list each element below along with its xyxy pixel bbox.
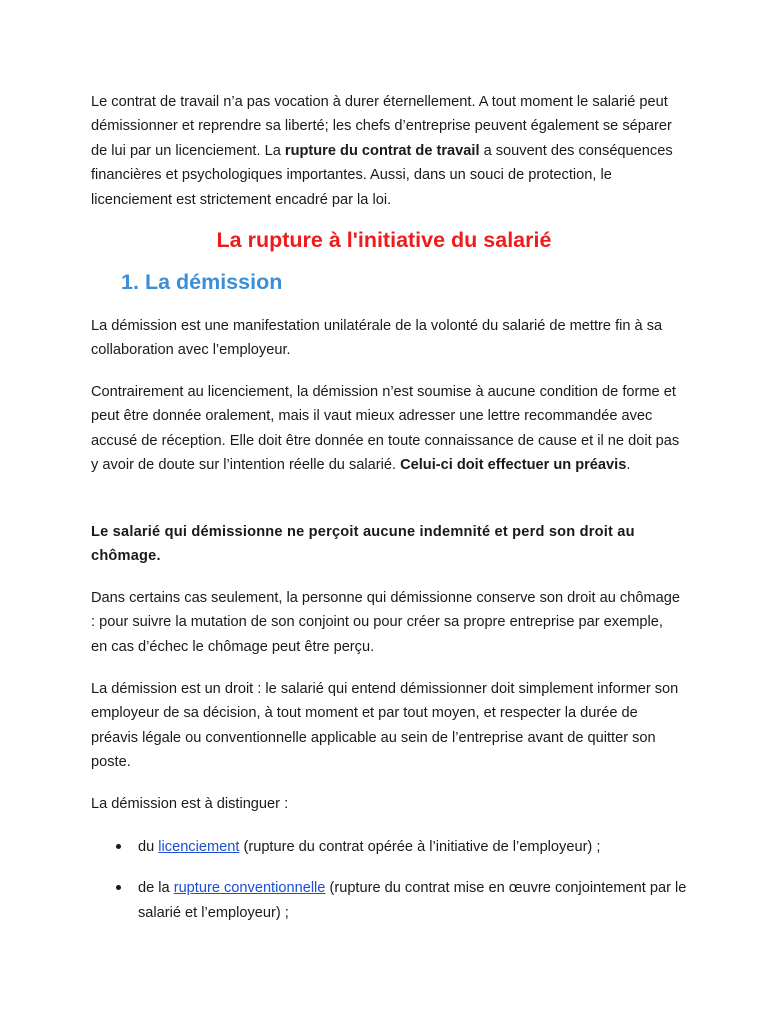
intro-text-2: a souvent des conséquences financières et psychologiques importantes. Aussi, dans un souci de protection, le licenciement est strictement encadré par la loi. bbox=[91, 142, 673, 208]
paragraph-form-text-2: . bbox=[626, 457, 631, 474]
bullet-icon bbox=[116, 844, 121, 849]
paragraph-form bbox=[91, 380, 681, 478]
paragraph-form-text-1: Contrairement au licenciement, la démission n’est soumise à aucune condition de forme et peut être donnée oralement, mais il vaut mieux adresser une lettre recommandée avec accusé de réception. Elle doit être donnée en toute connaissance de cause et il ne doit pas y avoir de doute sur l’intention réelle du salarié. bbox=[91, 384, 680, 474]
list-item-prefix: de la bbox=[138, 880, 174, 897]
licenciement-link[interactable]: licenciement bbox=[158, 839, 240, 855]
intro-text-1: Le contrat de travail n’a pas vocation à durer éternellement. A tout moment le salarié peut démissionner et reprendre sa liberté; les chefs d’entreprise peuvent également se séparer de lui par un licenciement. La bbox=[91, 94, 672, 159]
list-item-suffix: (rupture du contrat opérée à l’initiative de l’employeur) ; bbox=[239, 839, 601, 855]
subsection-heading bbox=[121, 270, 282, 295]
subsection-number: 1. bbox=[121, 270, 139, 294]
section-heading: La rupture à l'initiative du salarié bbox=[216, 228, 552, 252]
paragraph-form-bold: Celui-ci doit effectuer un préavis bbox=[400, 457, 627, 474]
paragraph-right: La démission est un droit : le salarié qui entend démissionner doit simplement informer son employeur de sa décision, à tout moment et par tout moyen, et respecter la durée de préavis légale ou conventionnelle applicable au sein de l’entreprise avant de quitter son poste. bbox=[91, 681, 679, 771]
paragraph-no-indemnity: Le salarié qui démissionne ne perçoit aucune indemnité et perd son droit au chômage. bbox=[91, 524, 635, 565]
rupture-conventionnelle-link[interactable]: rupture conventionnelle bbox=[173, 880, 326, 897]
bullet-icon bbox=[116, 885, 121, 890]
paragraph-definition: La démission est une manifestation unilatérale de la volonté du salarié de mettre fin à sa collaboration avec l’employeur. bbox=[91, 318, 663, 359]
intro-bold-text: rupture du contrat de travail bbox=[284, 142, 480, 159]
intro-paragraph bbox=[91, 90, 681, 212]
paragraph-distinguish: La démission est à distinguer : bbox=[91, 796, 289, 812]
list-item-suffix: (rupture du contrat mise en œuvre conjointement par le salarié et l’employeur) ; bbox=[138, 880, 687, 921]
distinction-list bbox=[91, 835, 691, 925]
paragraph-exceptions: Dans certains cas seulement, la personne qui démissionne conserve son droit au chômage : pour suivre la mutation de son conjoint ou pour créer sa propre entreprise par exemple, en cas d’échec le chômage peut être perçu. bbox=[91, 590, 680, 655]
list-item-prefix: du bbox=[138, 839, 159, 855]
list-item bbox=[91, 835, 691, 859]
subsection-title: La démission bbox=[144, 270, 283, 294]
list-item bbox=[91, 876, 691, 925]
